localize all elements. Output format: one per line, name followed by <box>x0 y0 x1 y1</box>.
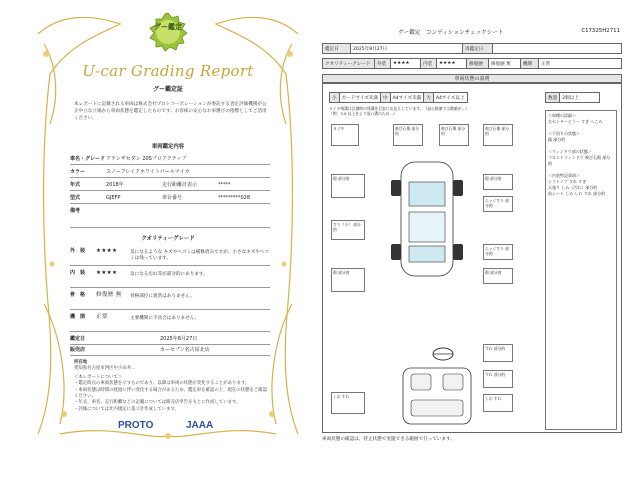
color-value: スノーフレイクホワイトパールマイカ <box>106 169 190 175</box>
logo-area <box>118 420 238 434</box>
tire-note: タイヤ残溝は計測時の残溝を目安にお伝えしています。（安心数値では数値が…） （例：3.0 以上をより浅い溝のため…） <box>329 106 470 116</box>
inspection-date: 2025年8月27日 <box>160 336 198 342</box>
exterior-stars: ★★★★ <box>96 248 118 254</box>
sheet-date-value: 2025年8月27日 <box>351 44 463 54</box>
grading-certificate <box>30 4 306 444</box>
part-box: しわ すれ <box>331 392 365 414</box>
jaaa-logo: JAAA <box>186 420 214 431</box>
grade-frame-row: 骨 格 修復歴 無 骨格部位に異常はありません。 <box>70 290 270 310</box>
mileage-value: ***** <box>218 182 231 188</box>
spacer <box>70 315 270 326</box>
vehicle-section-heading: 車両鑑定内容 <box>151 144 185 150</box>
report-title: U-car Grading Report <box>82 62 254 80</box>
car-top-view-icon <box>379 154 475 284</box>
part-box: すれ 部分的 <box>483 370 513 388</box>
part-box: 飛び石傷 部分的 <box>483 124 513 146</box>
part-box: 飛び石傷 部分的 <box>393 124 423 146</box>
part-box: 傷 部分的 <box>483 174 513 190</box>
sheet-int-stars: ★★★★ <box>437 59 467 69</box>
notes-row: 備考 <box>70 206 270 228</box>
type-value: GJEFP <box>106 195 121 201</box>
part-box: 傷 部分的 <box>331 268 365 292</box>
sheet-title: グー鑑定 コンディションチェックシート <box>398 30 504 36</box>
interior-stars: ★★★★ <box>96 270 118 276</box>
sheet-engine-value: 正常 <box>539 59 622 69</box>
detail-notes-box: ＜車種の詳細＞ 左センターピラー すぎ へこみ ＜下回りの状態＞ 錆 部分的 ＜ウィンドウ部の状態＞ フロントウィンドウ 飛び石傷 部分的 ＜内装特記事項＞ シフトノブ すれ すぎ 天張り しみ（汚れ）部分的 前シート しみ しわ すれ 部分的 <box>545 110 617 430</box>
vehicle-diagram-panel <box>322 83 622 433</box>
sheet-ext-stars: ★★★★ <box>391 59 421 69</box>
part-box: しわ すれ <box>483 394 513 412</box>
intro-text: 本レポートに記載される車両は株式会社プロトコーポレーションが委託する査定評価機関が公正中立な立場から車両状態を鑑定したものです。お客様の安心なお車選びの指標としてご活用ください。 <box>74 102 267 121</box>
car-interior-icon <box>399 364 475 428</box>
part-box: すり（小） 部分的 <box>331 220 365 240</box>
count-value: 2個以上 <box>560 93 600 103</box>
year-value: 2018年 <box>106 182 124 188</box>
part-box: ヨゴキ <box>331 124 359 146</box>
part-box: エッジすり 部分的 <box>483 244 513 260</box>
report-notes: 所在地 愛知県名古屋市西区中小田井... ＜本レポートについて＞ ・鑑定時点の車両状態を示すものであり、以降は車両の状態が変化することがあります。 ・車両状態は時間の経過に伴い変化する場合があるため、鑑定車を確認の上、現在の状態をご確認ください。 ・年式、車名、走行距離などの記載については販売店申告をもとに作成しています。 ・評価については社内規定に基づき作成しています。 <box>74 360 270 413</box>
date-row: 鑑定日 2025年8月27日 <box>70 334 270 345</box>
model-row: 車名・グレード アテンザセダン 20Sプロアクティブ <box>70 154 270 165</box>
part-box: 傷 部分的 <box>483 268 513 284</box>
shop-address: 愛知県名古屋市西区中小田井... <box>74 366 136 372</box>
steering-wheel-icon <box>431 346 455 362</box>
sheet-grade-table: クオリティーグレード 外装 ★★★★ 内装 ★★★★ 修復歴 修復歴 無 機関 正常 <box>322 58 622 69</box>
engine-value: 正常 <box>96 314 108 320</box>
grade-interior-row: 内 装 ★★★★ 気になる汚れ等が部分的にあります。 <box>70 268 270 288</box>
sheet-code: C17325H2711 <box>581 28 620 34</box>
shop-name: カーセブン名古屋北店 <box>160 347 210 353</box>
part-box: すれ 部分的 <box>483 344 513 362</box>
part-box: エッジすり 部分的 <box>483 196 513 212</box>
gu-kantei-badge-icon <box>148 12 188 52</box>
size-legend-table: 小 カードサイズ未満 中 A4サイズ未満 大 A4サイズ以上 <box>329 92 468 103</box>
frame-value: 修復歴 無 <box>96 292 122 298</box>
state-description-heading: 車両状態の説明 <box>322 74 622 83</box>
model-value: アテンザセダン 20Sプロアクティブ <box>106 156 187 162</box>
sheet-footer: 車両状態の確認は、持止状態で実施できる範囲で行っています。 <box>322 437 455 442</box>
condition-check-sheet <box>322 28 622 448</box>
chassis-value: *********028 <box>218 195 251 201</box>
color-row: カラー スノーフレイクホワイトパールマイカ <box>70 167 270 178</box>
sheet-date-table: 鑑定日 2025年8月27日 再鑑定日 <box>322 43 622 54</box>
quality-section-heading: クオリティーグレード <box>141 236 195 242</box>
type-row: 型式 GJEFP 車台番号 *********028 <box>70 193 270 204</box>
report-subtitle: グー鑑定証 <box>152 86 183 93</box>
sheet-repair-value: 修復歴 無 <box>489 59 521 69</box>
badge-label: グー鑑定 <box>154 23 182 31</box>
sheet-header <box>322 28 622 38</box>
grade-engine-row: 機 関 正常 主要機関に不具合はありません。 <box>70 312 270 332</box>
count-table: 数量 2個以上 <box>545 92 600 103</box>
part-box: 飛び石傷 部分的 <box>439 124 469 146</box>
part-box: 傷 部分的 <box>331 174 365 198</box>
proto-logo: PROTO <box>118 420 154 431</box>
grade-exterior-row: 外 装 ★★★★ 気になるような キズやヘコミは補修済みですが、小さなキズやヘコミは残っています。 <box>70 246 270 266</box>
shop-row: 販売店 カーセブン名古屋北店 <box>70 345 270 356</box>
year-row: 年式 2018年 走行距離計表示 ***** <box>70 180 270 191</box>
